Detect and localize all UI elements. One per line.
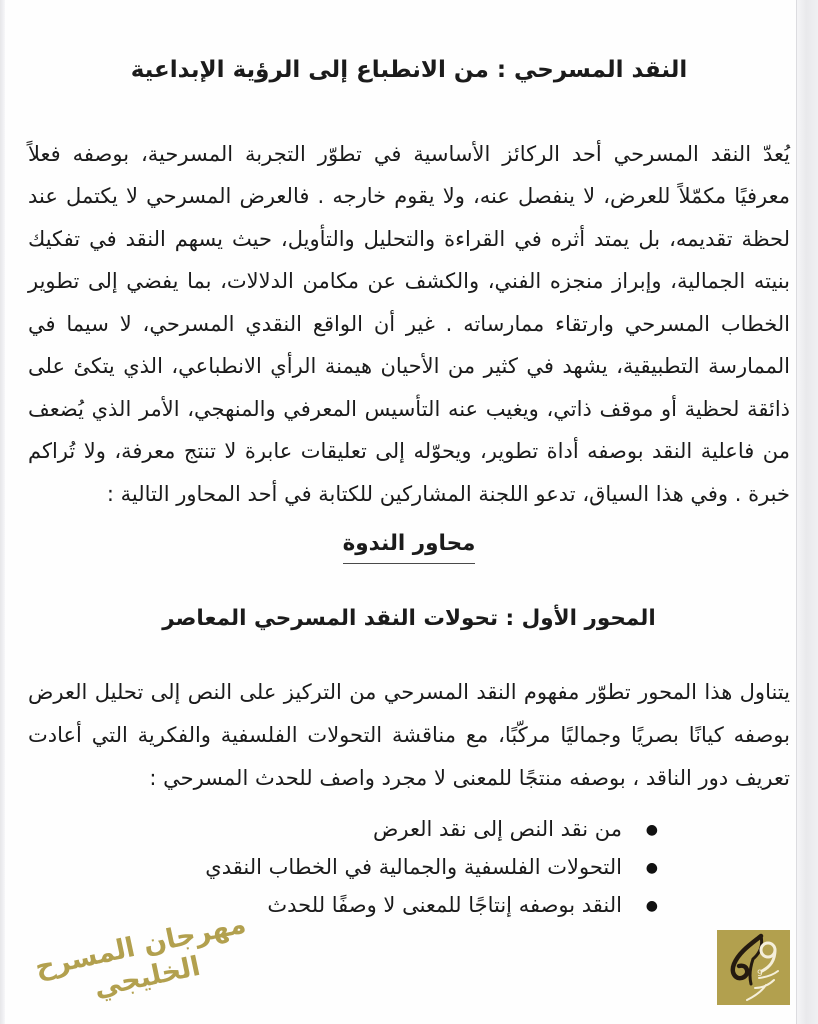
bullet-text: التحولات الفلسفية والجمالية في الخطاب النقدي (205, 855, 622, 880)
bullet-icon: ● (645, 898, 658, 915)
bullet-text: النقد بوصفه إنتاجًا للمعنى لا وصفًا للحدث (267, 893, 622, 918)
edition-numeral: 9 (757, 969, 763, 979)
axis-1-paragraph: يتناول هذا المحور تطوّر مفهوم النقد المسرحي من التركيز على النص إلى تحليل العرض بوصفه كيانًا بصريًا وجماليًا مركّبًا، مع مناقشة التحولات الفلسفية والفكرية التي أعادت تعريف دور الناقد ، بوصفه منتجًا للمعنى لا مجرد واصف للحدث المسرحي : (28, 680, 790, 791)
festival-calligraphy-wordmark: مهرجان المسرح الخليجي (32, 908, 249, 1004)
intro-paragraph: يُعدّ النقد المسرحي أحد الركائز الأساسية في تطوّر التجربة المسرحية، بوصفه فعلاً معرفيًا مكمّلاً للعرض، لا ينفصل عنه، ولا يقوم خارجه . فالعرض المسرحي لا يكتمل عند لحظة تقديمه، بل يمتد أثره في القراءة والتحليل والتأويل، حيث يسهم النقد في تفكيك بنيته الجمالية، وإبراز منجزه الفني، والكشف عن مكامن الدلالات، بما يفضي إلى تطوير الخطاب المسرحي وارتقاء ممارساته . غير أن الواقع النقدي المسرحي، لا سيما في الممارسة التطبيقية، يشهد في كثير من الأحيان هيمنة الرأي الانطباعي، الذي يتكئ على ذائقة لحظية أو موقف ذاتي، ويغيب عنه التأسيس المعرفي والمنهجي، الأمر الذي يُضعف من فاعلية النقد بوصفه أداة تطوير، ويحوّله إلى تعليقات عابرة لا تنتج معرفة، ولا تُراكم خبرة . وفي هذا السياق، تدعو اللجنة المشاركين للكتابة في أحد المحاور التالية : (28, 141, 790, 506)
bullet-icon: ● (645, 822, 658, 839)
axis-1-bullet-list (28, 810, 790, 924)
list-item (28, 810, 658, 848)
festival-logo-badge (717, 930, 790, 1005)
list-item (28, 886, 658, 924)
axis-1-heading: المحور الأول : تحولات النقد المسرحي المعاصر (162, 606, 656, 632)
bullet-icon: ● (645, 860, 658, 877)
seminar-axes-heading: محاور الندوة (343, 531, 476, 564)
festival-logo-icon (717, 930, 790, 1005)
bullet-text: من نقد النص إلى نقد العرض (373, 817, 622, 842)
section-heading-wrap (28, 531, 790, 564)
document-title: النقد المسرحي : من الانطباع إلى الرؤية الإبداعية (130, 57, 688, 83)
list-item (28, 848, 658, 886)
